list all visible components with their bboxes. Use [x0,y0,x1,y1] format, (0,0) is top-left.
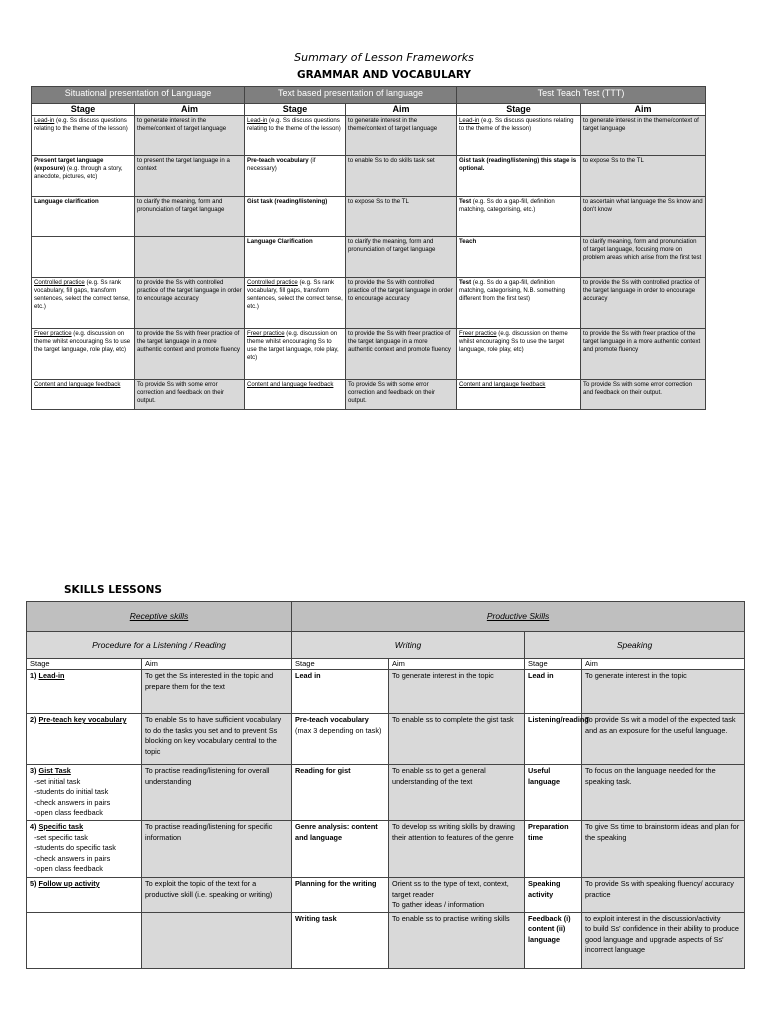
stage-name [30,822,83,831]
grammar-vocabulary-table [31,86,706,410]
aim-cell [389,878,525,913]
aim-text: To practise reading/listening for overall understanding [145,766,270,786]
stage-detail: (e.g. Ss discuss questions relating to the theme of the lesson) [34,117,128,133]
col-stage: Stage [245,104,346,116]
aim-text: to provide the Ss with controlled practice of the target language in order to encourage accuracy [137,279,242,303]
table-row [32,156,706,197]
stage-cell [32,197,135,237]
aim-cell [581,156,706,197]
sub-step: -check answers in pairs [34,797,111,807]
stage-cell [245,156,346,197]
aim-text: to provide the Ss with freer practice of the target language in a more authentic context and promote fluency [583,330,701,354]
stage-name: Pre-teach vocabulary [295,715,369,724]
stage-name: Freer practice [247,330,285,337]
header-speaking: Speaking [525,632,745,659]
aim-text: To provide Ss with some error correction and feedback on their output. [583,381,693,397]
stage-detail: (e.g. Ss discuss questions relating to the theme of the lesson) [459,117,574,133]
stage-name: Preparation time [528,822,569,842]
stage-cell [32,380,135,410]
stage-detail: (e.g. Ss do a gap-fill, definition matching, categorising, N.B. something different from the first test) [459,279,566,303]
stage-cell [525,670,582,714]
stage-cell [32,278,135,329]
table-row [32,329,706,380]
productive-label: Productive Skills [486,611,550,622]
header-procedure: Procedure for a Listening / Reading [27,632,292,659]
aim-cell [346,329,457,380]
page-title: Summary of Lesson Frameworks [294,51,474,64]
stage-cell [525,821,582,878]
stage-cell [457,380,581,410]
aim-cell [346,197,457,237]
header-text-based: Text based presentation of language [245,87,457,104]
stage-cell [32,329,135,380]
stage-cell [245,329,346,380]
stage-cell [245,278,346,329]
sub-step: -open class feedback [34,808,103,818]
col-aim: Aim [346,104,457,116]
stage-name: Speaking activity [528,879,561,899]
header-ttt: Test Teach Test (TTT) [457,87,706,104]
aim-cell [346,156,457,197]
stage-cell [27,714,142,765]
table-row [32,116,706,156]
stage-name: Useful language [528,766,561,786]
stage-title: Lead-in [38,671,65,680]
aim-cell [581,278,706,329]
stage-detail: (e.g. Ss discuss questions relating to the theme of the lesson) [247,117,341,133]
stage-name [30,715,127,724]
skills-table-body [27,670,745,969]
stage-detail: (e.g. Ss do a gap-fill, definition matching, categorising, etc.) [459,198,555,214]
aim-text: to build Ss' confidence in their ability to produce good language and upgrade aspects of Ss' incorrect language [585,924,739,955]
col-aim: Aim [389,659,525,670]
aim-text: To gather ideas / information [392,900,485,910]
aim-text: to present the target language in a context [137,157,230,173]
stage-detail: (max 3 depending on task) [295,725,382,735]
stage-name: Freer practice [459,330,497,337]
aim-text: Orient ss to the type of text, context, target reader [392,879,509,899]
stage-cell [292,912,389,968]
aim-cell [389,765,525,821]
section-title-grammar: GRAMMAR AND VOCABULARY [296,69,472,81]
stage-name: Controlled practice [247,279,298,286]
table-row [32,380,706,410]
aim-text: To exploit the topic of the text for a productive skill (i.e. speaking or writing) [145,879,273,899]
stage-name [30,879,100,888]
stage-cell [27,670,142,714]
skills-lessons-table [26,601,745,969]
stage-detail: (if necessary) [247,157,316,173]
aim-text: to exploit interest in the discussion/activity [585,913,721,923]
aim-text: To give Ss time to brainstorm ideas and plan for the speaking [585,822,740,842]
stage-name: Genre analysis: content and language [295,822,378,842]
stage-cell [457,197,581,237]
aim-text: To get the Ss interested in the topic and prepare them for the text [145,671,274,691]
aim-text: To enable ss to practise writing skills [392,913,510,923]
stage-cell [32,156,135,197]
aim-cell [581,237,706,278]
aim-text: To provide Ss wit a model of the expected task and as an exposure for the useful language. [585,715,736,735]
aim-cell [581,329,706,380]
stage-cell [292,765,389,821]
aim-cell [346,237,457,278]
aim-text: to provide the Ss with controlled practice of the target language in order to encourage accuracy [348,279,453,303]
aim-cell [582,765,745,821]
aim-text: To generate interest in the topic [585,671,687,680]
aim-text: To provide Ss with some error correction and feedback on their output. [137,381,225,405]
stage-name: Freer practice [34,330,72,337]
stage-name: Writing task [295,913,337,923]
table-row [32,197,706,237]
stage-name: Content and langauge feedback [459,381,546,388]
table-row [27,714,745,765]
aim-text: to generate interest in the theme/context of target language [137,117,227,133]
col-stage: Stage [32,104,135,116]
header-writing: Writing [292,632,525,659]
aim-text: To provide Ss with speaking fluency/ accuracy practice [585,879,734,899]
grammar-table-body [32,116,706,410]
aim-text: To generate interest in the topic [392,671,494,680]
aim-cell [142,765,292,821]
aim-text: To provide Ss with some error correction and feedback on their output. [348,381,436,405]
stage-cell [245,197,346,237]
stage-cell [525,912,582,968]
stage-name: Controlled practice [34,279,85,286]
sub-step: -students do specific task [34,843,116,853]
header-situational: Situational presentation of Language [32,87,245,104]
col-aim: Aim [135,104,245,116]
stage-name: Content and language feedback [34,381,121,388]
table-row [32,278,706,329]
sub-step: -set specific task [34,832,88,842]
aim-cell [135,278,245,329]
stage-number: 2) [30,715,39,724]
stage-cell [292,878,389,913]
stage-cell [457,329,581,380]
sub-step: -open class feedback [34,864,103,874]
aim-cell [135,116,245,156]
table-row [27,670,745,714]
header-receptive [27,602,292,632]
aim-cell [135,329,245,380]
header-productive [292,602,745,632]
stage-name: Lead-in [459,117,480,124]
stage-cell [32,237,135,278]
stage-name: Teach [459,238,477,245]
aim-cell [582,670,745,714]
stage-name: Content and language feedback [247,381,334,388]
aim-text: to provide the Ss with freer practice of the target language in a more authentic context and promote fluency [137,330,240,354]
stage-name: Present target language (exposure) [34,157,104,173]
aim-cell [389,714,525,765]
col-stage: Stage [292,659,389,670]
stage-name: Lead-in [247,117,268,124]
aim-cell [582,714,745,765]
stage-cell [32,116,135,156]
table-row [27,912,745,968]
stage-cell [525,878,582,913]
aim-text: To focus on the language needed for the speaking task. [585,766,716,786]
aim-cell [582,821,745,878]
aim-cell [581,116,706,156]
sub-step: -check answers in pairs [34,853,111,863]
col-aim: Aim [581,104,706,116]
stage-cell [457,237,581,278]
stage-cell [457,278,581,329]
aim-cell [581,380,706,410]
stage-name: Test [459,279,472,286]
stage-number: 5) [30,879,39,888]
stage-cell [245,116,346,156]
stage-number: 1) [30,671,39,680]
aim-cell [142,670,292,714]
stage-name: Gist task (reading/listening) [247,198,328,205]
stage-cell [525,765,582,821]
stage-cell [292,821,389,878]
stage-number: 3) [30,766,39,775]
aim-cell [135,237,245,278]
aim-cell [135,197,245,237]
stage-name: Lead in [295,671,321,680]
stage-cell [457,116,581,156]
col-stage: Stage [457,104,581,116]
stage-title: Gist Task [38,766,71,775]
aim-cell [389,670,525,714]
col-stage: Stage [27,659,142,670]
stage-cell [27,878,142,913]
aim-text: To practise reading/listening for specific information [145,822,273,842]
table-row [27,821,745,878]
stage-title: Specific task [38,822,84,831]
aim-text: to clarify the meaning, form and pronunciation of target language [348,238,436,254]
stage-name: Feedback (i) content (ii) language [528,913,571,944]
aim-text: to expose Ss to the TL [583,157,644,164]
aim-text: To develop ss writing skills by drawing their attention to features of the genre [392,822,515,842]
stage-name: Language Clarification [247,238,313,245]
stage-number: 4) [30,822,39,831]
stage-detail: (e.g. discussion on theme whilst encouraging Ss to use the target language, role play, etc) [247,330,339,362]
aim-cell [135,380,245,410]
aim-text: to generate interest in the theme/context of target language [583,117,699,133]
stage-name [30,671,64,680]
stage-title: Pre-teach key vocabulary [38,715,127,724]
stage-name: Listening/reading [528,715,589,724]
receptive-label: Receptive skills [129,611,189,622]
stage-name: Lead-in [34,117,55,124]
aim-cell [142,912,292,968]
aim-text: to enable Ss to do skills task set [348,157,435,164]
stage-name: Lead in [528,671,554,680]
aim-text: To enable ss to complete the gist task [392,715,514,724]
col-aim: Aim [142,659,292,670]
aim-cell [142,878,292,913]
stage-detail: (e.g. discussion on theme whilst encouraging Ss to use the target language, role play, etc) [34,330,131,354]
aim-cell [389,912,525,968]
aim-cell [142,714,292,765]
aim-text: To enable ss to get a general understanding of the text [392,766,486,786]
col-aim: Aim [582,659,745,670]
aim-cell [142,821,292,878]
aim-cell [346,116,457,156]
aim-text: to clarify the meaning, form and pronunciation of target language [137,198,225,214]
stage-name: Test [459,198,472,205]
aim-cell [389,821,525,878]
stage-name: Gist task (reading/listening) this stage is optional. [459,157,577,173]
aim-text: To enable Ss to have sufficient vocabulary to do the tasks you set and to prevent Ss blocking on key vocabulary central to the topic [145,715,282,756]
stage-cell [292,670,389,714]
aim-text: to provide the Ss with controlled practice of the target language in order to encourage accuracy [583,279,700,303]
stage-detail: (e.g. discussion on theme whilst encouraging Ss to use the target language, role play, etc) [459,330,568,354]
table-row [27,878,745,913]
col-stage: Stage [525,659,582,670]
aim-text: to expose Ss to the TL [348,198,409,205]
stage-detail: (e.g. Ss rank vocabulary, fill gaps, transform sentences, select the correct tense, etc.) [34,279,130,311]
stage-title: Follow up activity [38,879,100,888]
stage-cell [245,380,346,410]
stage-name: Planning for the writing [295,879,377,888]
aim-cell [346,278,457,329]
section-title-skills: SKILLS LESSONS [64,584,162,596]
stage-name: Language clarification [34,198,99,205]
stage-detail: (e.g. Ss rank vocabulary, fill gaps, transform sentences, select the correct tense, etc.) [247,279,343,311]
aim-cell [346,380,457,410]
sub-step: -set initial task [34,776,81,786]
stage-cell [27,912,142,968]
aim-cell [135,156,245,197]
stage-cell [27,765,142,821]
aim-cell [582,912,745,968]
table-row [27,765,745,821]
sub-step: -students do initial task [34,787,109,797]
stage-cell [27,821,142,878]
aim-cell [582,878,745,913]
aim-cell [581,197,706,237]
stage-name: Pre-teach vocabulary [247,157,309,164]
stage-cell [525,714,589,765]
stage-cell [292,714,389,765]
aim-text: to clarify meaning, form and pronunciation of target language, focusing more on problem areas which arise from the first test [583,238,702,262]
stage-cell [457,156,581,197]
stage-name [30,766,71,775]
aim-text: to ascertain what language the Ss know and don't know [583,198,703,214]
aim-text: to provide the Ss with freer practice of the target language in a more authentic context and promote fluency [348,330,451,354]
stage-detail: (e.g. through a story, anecdote, pictures, etc) [34,165,123,181]
table-row [32,237,706,278]
aim-text: to generate interest in the theme/context of target language [348,117,438,133]
stage-cell [245,237,346,278]
stage-name: Reading for gist [295,766,351,775]
